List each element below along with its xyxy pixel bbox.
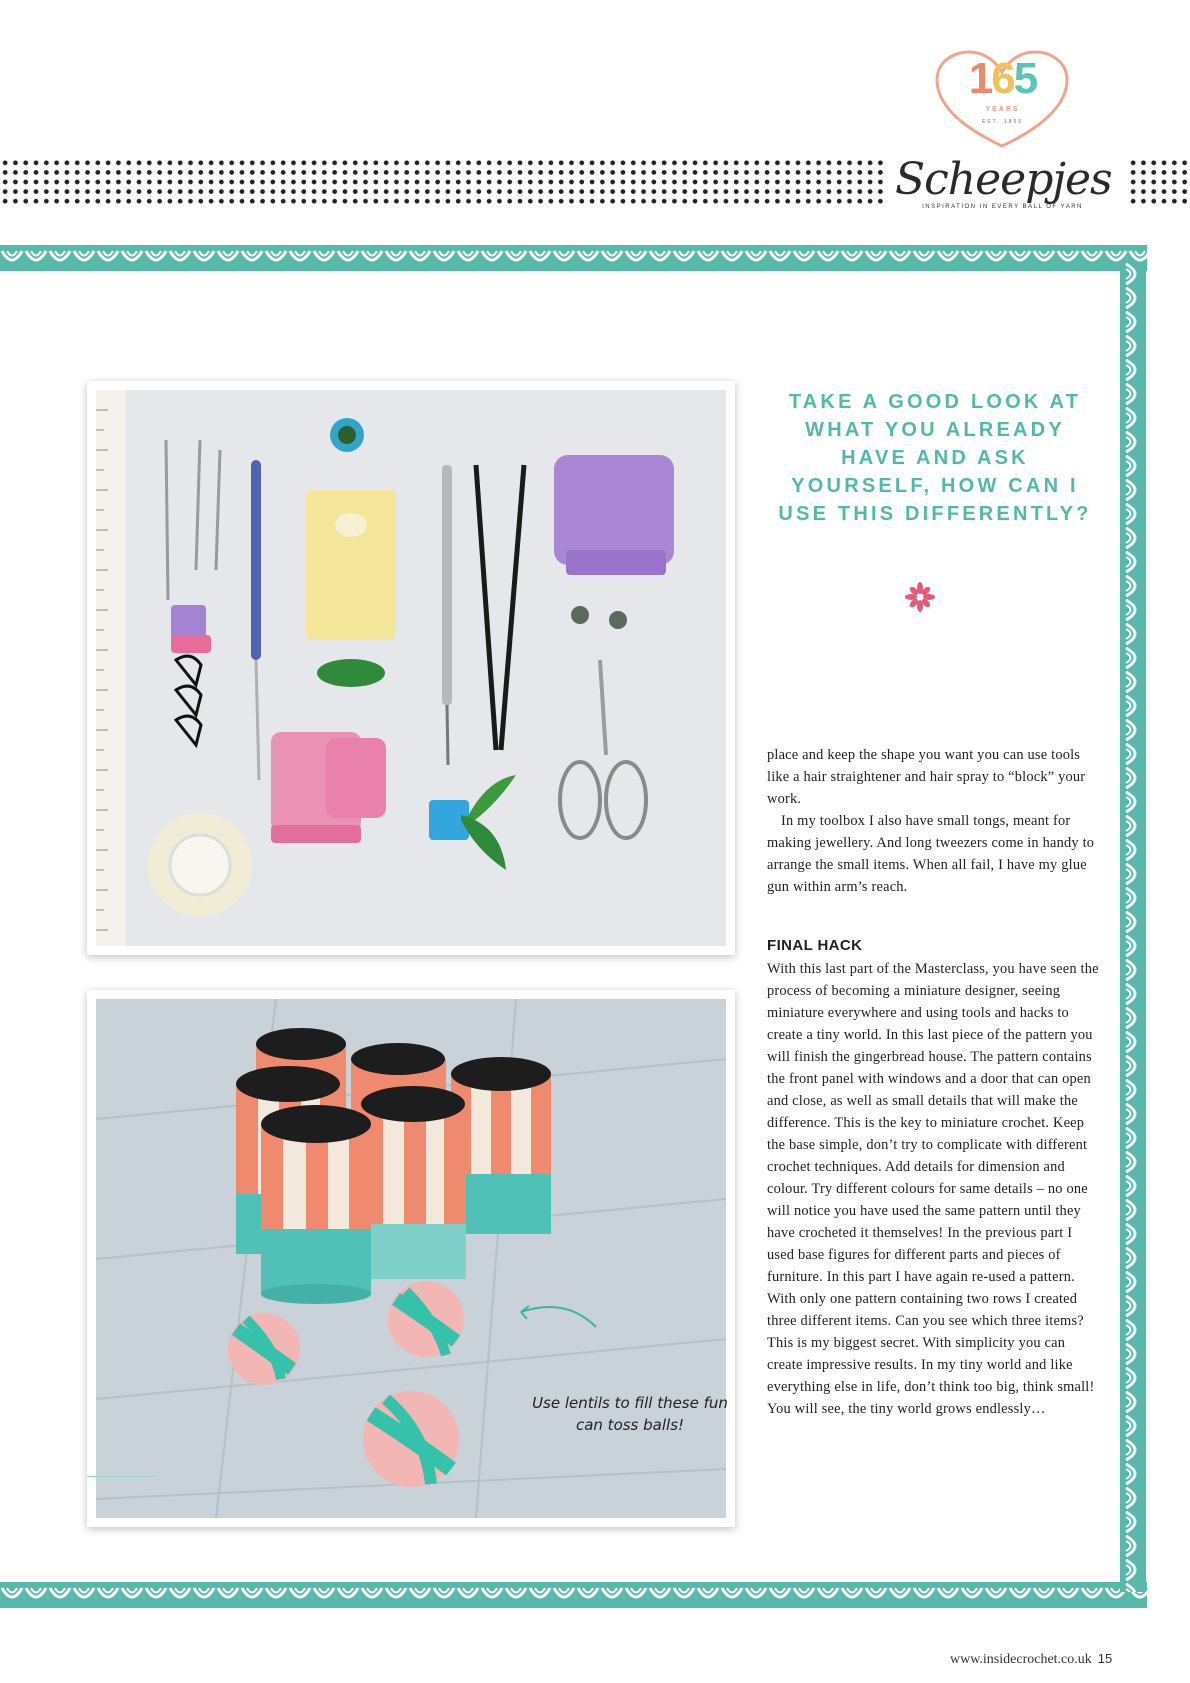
scallop-border-top xyxy=(0,245,1147,271)
article-body xyxy=(767,958,1102,1420)
tin-cans-photo xyxy=(87,990,735,1527)
divider-line xyxy=(87,1476,155,1477)
scallop-border-bottom xyxy=(0,1582,1147,1608)
pull-quote: TAKE A GOOD LOOK AT WHAT YOU ALREADY HAVE AND ASK YOURSELF, HOW CAN I USE THIS DIFFERENTLY? xyxy=(778,391,1092,525)
photo-caption: Use lentils to fill these fun can toss balls! xyxy=(532,1394,728,1434)
brand-name: Scheepjes xyxy=(895,154,1112,205)
can-middle xyxy=(361,1086,466,1279)
section-heading: FINAL HACK xyxy=(767,937,863,954)
scheepjes-logo xyxy=(895,46,1110,216)
scallop-border-right xyxy=(1120,262,1146,1592)
tools-flatlay-photo xyxy=(87,381,735,955)
article-intro xyxy=(767,744,1102,898)
anniversary-years: YEARS xyxy=(985,106,1020,113)
page-footer xyxy=(950,1651,1112,1668)
footer-url[interactable]: www.insidecrochet.co.uk xyxy=(950,1652,1092,1667)
page-number: 15 xyxy=(1097,1651,1113,1666)
anniversary-number: 165 xyxy=(968,54,1037,103)
article-paragraph: With this last part of the Masterclass, you have seen the process of becoming a miniature designer, seeing miniature everywhere and using tools and hacks to create a tiny world. In this last piece of the pattern you will finish the gingerbread house. The pattern contains the front panel with windows and a door that can open and close, as well as small details that will make the difference. This is the key to miniature crochet. Keep the base simple, don’t try to complicate with different crochet techniques. Add details for dimension and colour. Try different colours for same details – no one will notice you have used the same pattern until they have crocheted it themselves! In the previous part I used base figures for different parts and pieces of furniture. In this part I have again re-used a pattern. With only one pattern containing two rows I created three different items. Can you see which three items? This is my biggest secret. With simplicity you can create impressive results. In my tiny world and like everything else in life, don’t think too big, think small! You will see, the tiny world grows endlessly… xyxy=(767,961,1099,1417)
can-front xyxy=(261,1105,371,1304)
dot-pattern-right xyxy=(1128,158,1188,208)
brand-tagline: INSPIRATION IN EVERY BALL OF YARN xyxy=(922,204,1083,210)
article-paragraph: In my toolbox I also have small tongs, meant for making jewellery. And long tweezers come in handy to arrange the small items. When all fail, I have my glue gun within arm’s reach. xyxy=(767,813,1095,895)
anniversary-est: EST. 1855 xyxy=(981,119,1024,125)
dot-pattern-left xyxy=(0,158,885,208)
flower-icon xyxy=(904,581,936,613)
article-paragraph: place and keep the shape you want you can use tools like a hair straightener and hair spray to “block” your work. xyxy=(767,747,1086,807)
